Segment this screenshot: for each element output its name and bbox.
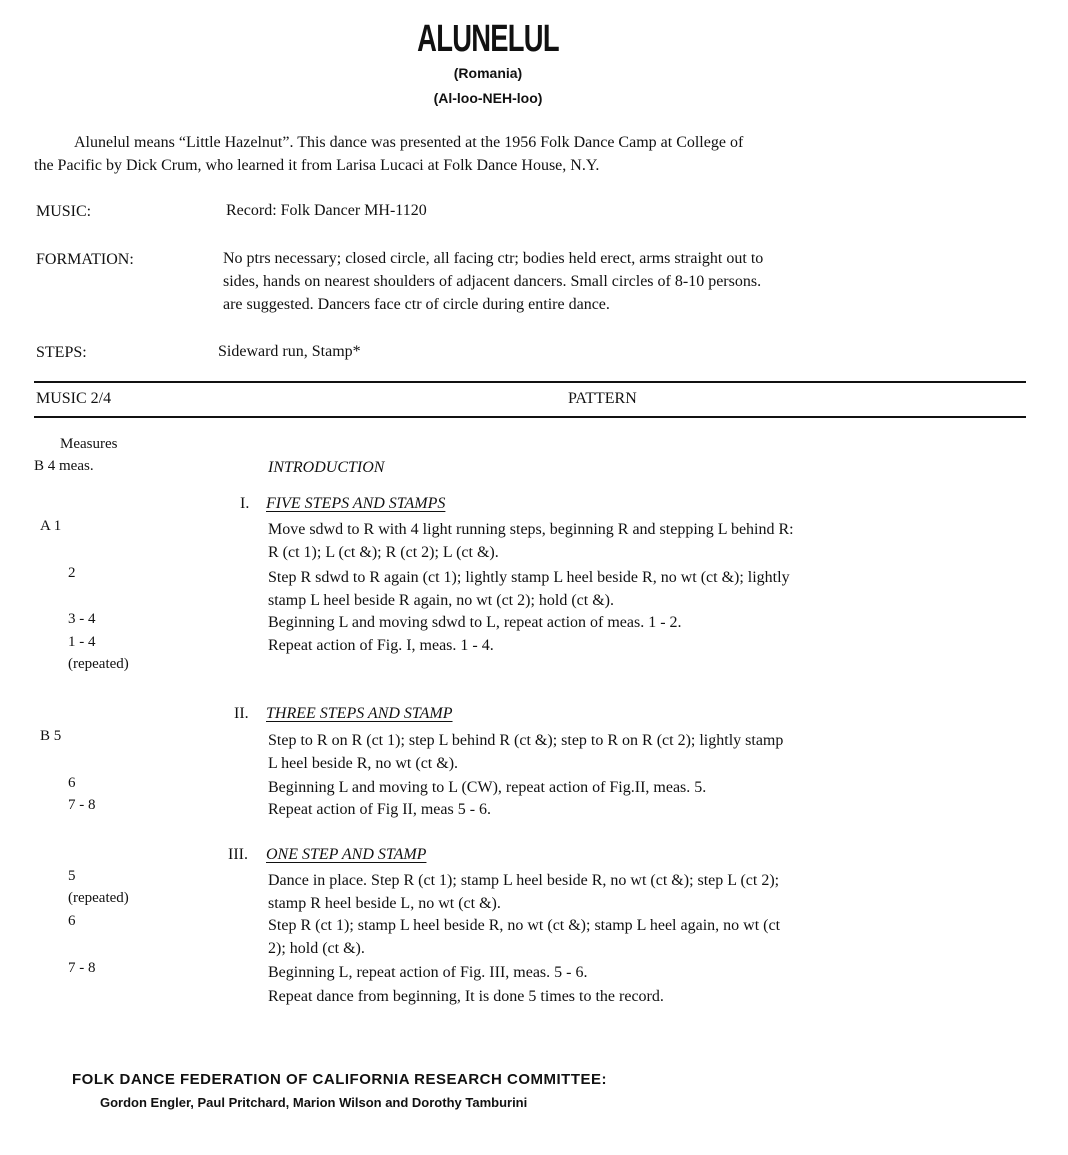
- formation-label: FORMATION:: [36, 251, 134, 268]
- step-text: Move sdwd to R with 4 light running steps, beginning R and stepping L behind R:: [268, 521, 794, 538]
- measure-label: 6: [68, 913, 76, 929]
- step-text: stamp L heel beside R again, no wt (ct 2); hold (ct &).: [268, 592, 614, 609]
- step-text: Beginning L, repeat action of Fig. III, meas. 5 - 6.: [268, 964, 588, 981]
- step-text: R (ct 1); L (ct &); R (ct 2); L (ct &).: [268, 544, 499, 561]
- committee-members: Gordon Engler, Paul Pritchard, Marion Wilson and Dorothy Tamburini: [100, 1095, 528, 1110]
- step-text: Step to R on R (ct 1); step L behind R (ct &); step to R on R (ct 2); lightly stamp: [268, 732, 784, 749]
- dance-title: ALUNELUL: [417, 18, 559, 60]
- measure-label: A 1: [40, 518, 62, 534]
- formation-line-1: No ptrs necessary; closed circle, all facing ctr; bodies held erect, arms straight out to: [223, 250, 764, 267]
- step-text: Beginning L and moving to L (CW), repeat action of Fig.II, meas. 5.: [268, 779, 707, 796]
- committee-heading: FOLK DANCE FEDERATION OF CALIFORNIA RESEARCH COMMITTEE:: [72, 1071, 607, 1088]
- music-value: Record: Folk Dancer MH-1120: [226, 202, 427, 219]
- music-label: MUSIC:: [36, 203, 92, 220]
- formation-line-3: are suggested. Dancers face ctr of circle during entire dance.: [223, 296, 610, 313]
- measure-label: 5: [68, 868, 76, 884]
- measure-note: (repeated): [68, 656, 129, 672]
- pattern-header: PATTERN: [568, 390, 637, 407]
- top-rule: [34, 381, 1026, 383]
- pronunciation: (Al-loo-NEH-loo): [433, 90, 543, 106]
- figure-2-title: THREE STEPS AND STAMP: [266, 705, 453, 722]
- music-meter-header: MUSIC 2/4: [36, 390, 112, 407]
- step-text: Beginning L and moving sdwd to L, repeat action of meas. 1 - 2.: [268, 614, 682, 631]
- figure-3-numeral: III.: [228, 846, 248, 863]
- bottom-rule: [34, 416, 1026, 418]
- step-text: Step R (ct 1); stamp L heel beside R, no wt (ct &); stamp L heel again, no wt (ct: [268, 917, 781, 934]
- measure-label: 1 - 4: [68, 634, 96, 650]
- step-text: L heel beside R, no wt (ct &).: [268, 755, 459, 772]
- measure-label: 7 - 8: [68, 797, 96, 813]
- intro-measure: B 4 meas.: [34, 458, 94, 474]
- measure-label: 6: [68, 775, 76, 791]
- figure-2-numeral: II.: [234, 705, 249, 722]
- measure-label: B 5: [40, 728, 62, 744]
- figure-1-numeral: I.: [240, 495, 250, 512]
- figure-1-title: FIVE STEPS AND STAMPS: [266, 495, 446, 512]
- measure-label: 7 - 8: [68, 960, 96, 976]
- step-text: Repeat dance from beginning, It is done 5 times to the record.: [268, 988, 664, 1005]
- intro-line-2: the Pacific by Dick Crum, who learned it from Larisa Lucaci at Folk Dance House, N.Y.: [34, 157, 600, 174]
- step-text: Repeat action of Fig. I, meas. 1 - 4.: [268, 637, 494, 654]
- step-text: stamp R heel beside L, no wt (ct &).: [268, 895, 501, 912]
- introduction-label: INTRODUCTION: [268, 459, 385, 476]
- country: (Romania): [453, 65, 523, 81]
- formation-line-2: sides, hands on nearest shoulders of adjacent dancers. Small circles of 8-10 persons.: [223, 273, 762, 290]
- steps-label: STEPS:: [36, 344, 87, 361]
- steps-value: Sideward run, Stamp*: [218, 343, 361, 360]
- measure-note: (repeated): [68, 890, 129, 906]
- intro-line-1: Alunelul means “Little Hazelnut”. This dance was presented at the 1956 Folk Dance Camp at College of: [74, 134, 744, 151]
- measure-label: 2: [68, 565, 76, 581]
- measures-label: Measures: [60, 436, 118, 452]
- step-text: Dance in place. Step R (ct 1); stamp L heel beside R, no wt (ct &); step L (ct 2);: [268, 872, 780, 889]
- step-text: Repeat action of Fig II, meas 5 - 6.: [268, 801, 492, 818]
- step-text: Step R sdwd to R again (ct 1); lightly stamp L heel beside R, no wt (ct &); lightly: [268, 569, 790, 586]
- measure-label: 3 - 4: [68, 611, 96, 627]
- figure-3-title: ONE STEP AND STAMP: [266, 846, 427, 863]
- step-text: 2); hold (ct &).: [268, 940, 365, 957]
